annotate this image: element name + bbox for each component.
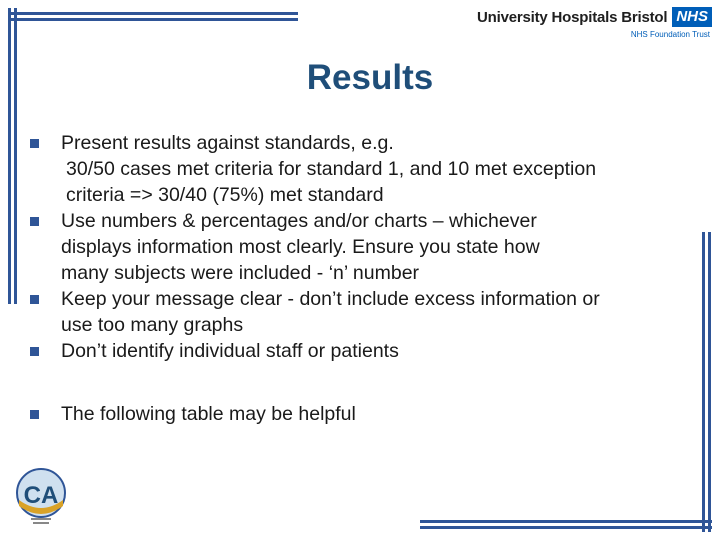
bullet-item: [30, 401, 690, 427]
left-border-line: [14, 8, 17, 304]
bullet-line: criteria => 30/40 (75%) met standard: [66, 184, 384, 206]
nhs-badge: NHS: [672, 7, 712, 27]
bullet-list: [30, 130, 690, 427]
bullet-line: Don’t identify individual staff or patients: [61, 340, 399, 362]
bullet-line: displays information most clearly. Ensure you state how: [61, 236, 540, 258]
trust-name: University Hospitals Bristol: [477, 8, 668, 26]
trust-subtitle: NHS Foundation Trust: [630, 30, 710, 39]
bullet-marker-icon: [30, 347, 39, 356]
left-border-line: [8, 8, 11, 304]
logo-letters: CA: [23, 482, 59, 509]
bullet-line: Use numbers & percentages and/or charts – whichever: [61, 210, 537, 232]
bullet-line: Keep your message clear - don’t include excess information or: [61, 288, 600, 310]
bullet-line: use too many graphs: [61, 314, 244, 336]
bullet-marker-icon: [30, 410, 39, 419]
bullet-marker-icon: [30, 217, 39, 226]
bullet-line: many subjects were included - ‘n’ number: [61, 262, 420, 284]
clinical-audit-logo-icon: [14, 466, 68, 526]
right-border-line: [702, 232, 705, 532]
bullet-line: Present results against standards, e.g.: [61, 132, 394, 154]
bullet-item: [30, 338, 690, 364]
bottom-border-line: [420, 520, 712, 523]
bullet-line: The following table may be helpful: [61, 403, 356, 425]
right-border-line: [708, 232, 711, 532]
top-border-line: [8, 18, 298, 21]
bullet-item: [30, 208, 690, 286]
bullet-marker-icon: [30, 295, 39, 304]
bullet-item: [30, 286, 690, 338]
bullet-marker-icon: [30, 139, 39, 148]
slide-title: Results: [306, 58, 434, 97]
bullet-line: 30/50 cases met criteria for standard 1, and 10 met exception: [66, 158, 597, 180]
top-border-line: [8, 12, 298, 15]
bottom-border-line: [420, 526, 712, 529]
bullet-item: [30, 130, 690, 208]
nhs-trust-logo: [477, 7, 712, 39]
